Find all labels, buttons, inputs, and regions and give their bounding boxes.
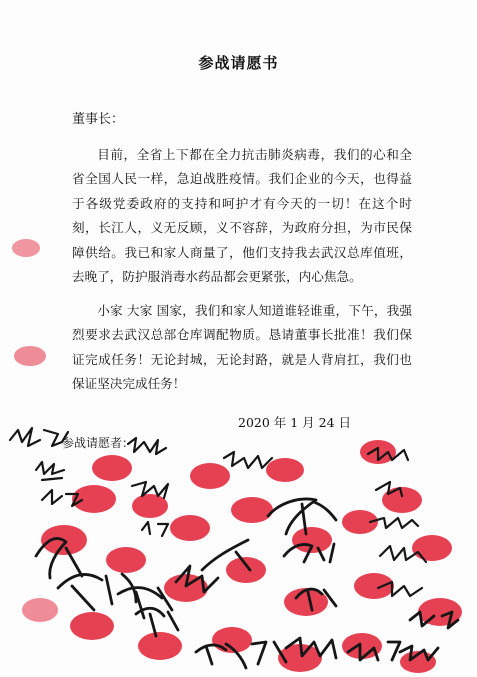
document-title: 参战请愿书 [198, 54, 279, 72]
signers-label: 参战请愿者： [62, 436, 135, 450]
body-paragraph-2: 小家 大家 国家，我们和家人知道谁轻谁重，下午，我强烈要求去武汉总部仓库调配物质。恳请董事长批准！我们保证完成任务！无论封城，无论封路，就是人背肩扛，我们也保证坚决完成任务！ [72, 302, 412, 392]
salutation: 董事长： [72, 112, 125, 127]
body-paragraph-1: 目前，全省上下都在全力抗击肺炎病毒，我们的心和全省全国人民一样，急迫战胜疫情。我们企业的今天，也得益于各级党委政府的支持和呵护才有今天的一切！在这个时刻，长江人，义无反顾，义不容辞，为政府分担，为市民保障供给。我已和家人商量了，他们支持我去武汉总库值班，去晚了，防护服消毒水药品都会更紧张，内心焦急。 [72, 146, 412, 285]
document-date: 2020 年 1 月 24 日 [238, 415, 352, 430]
